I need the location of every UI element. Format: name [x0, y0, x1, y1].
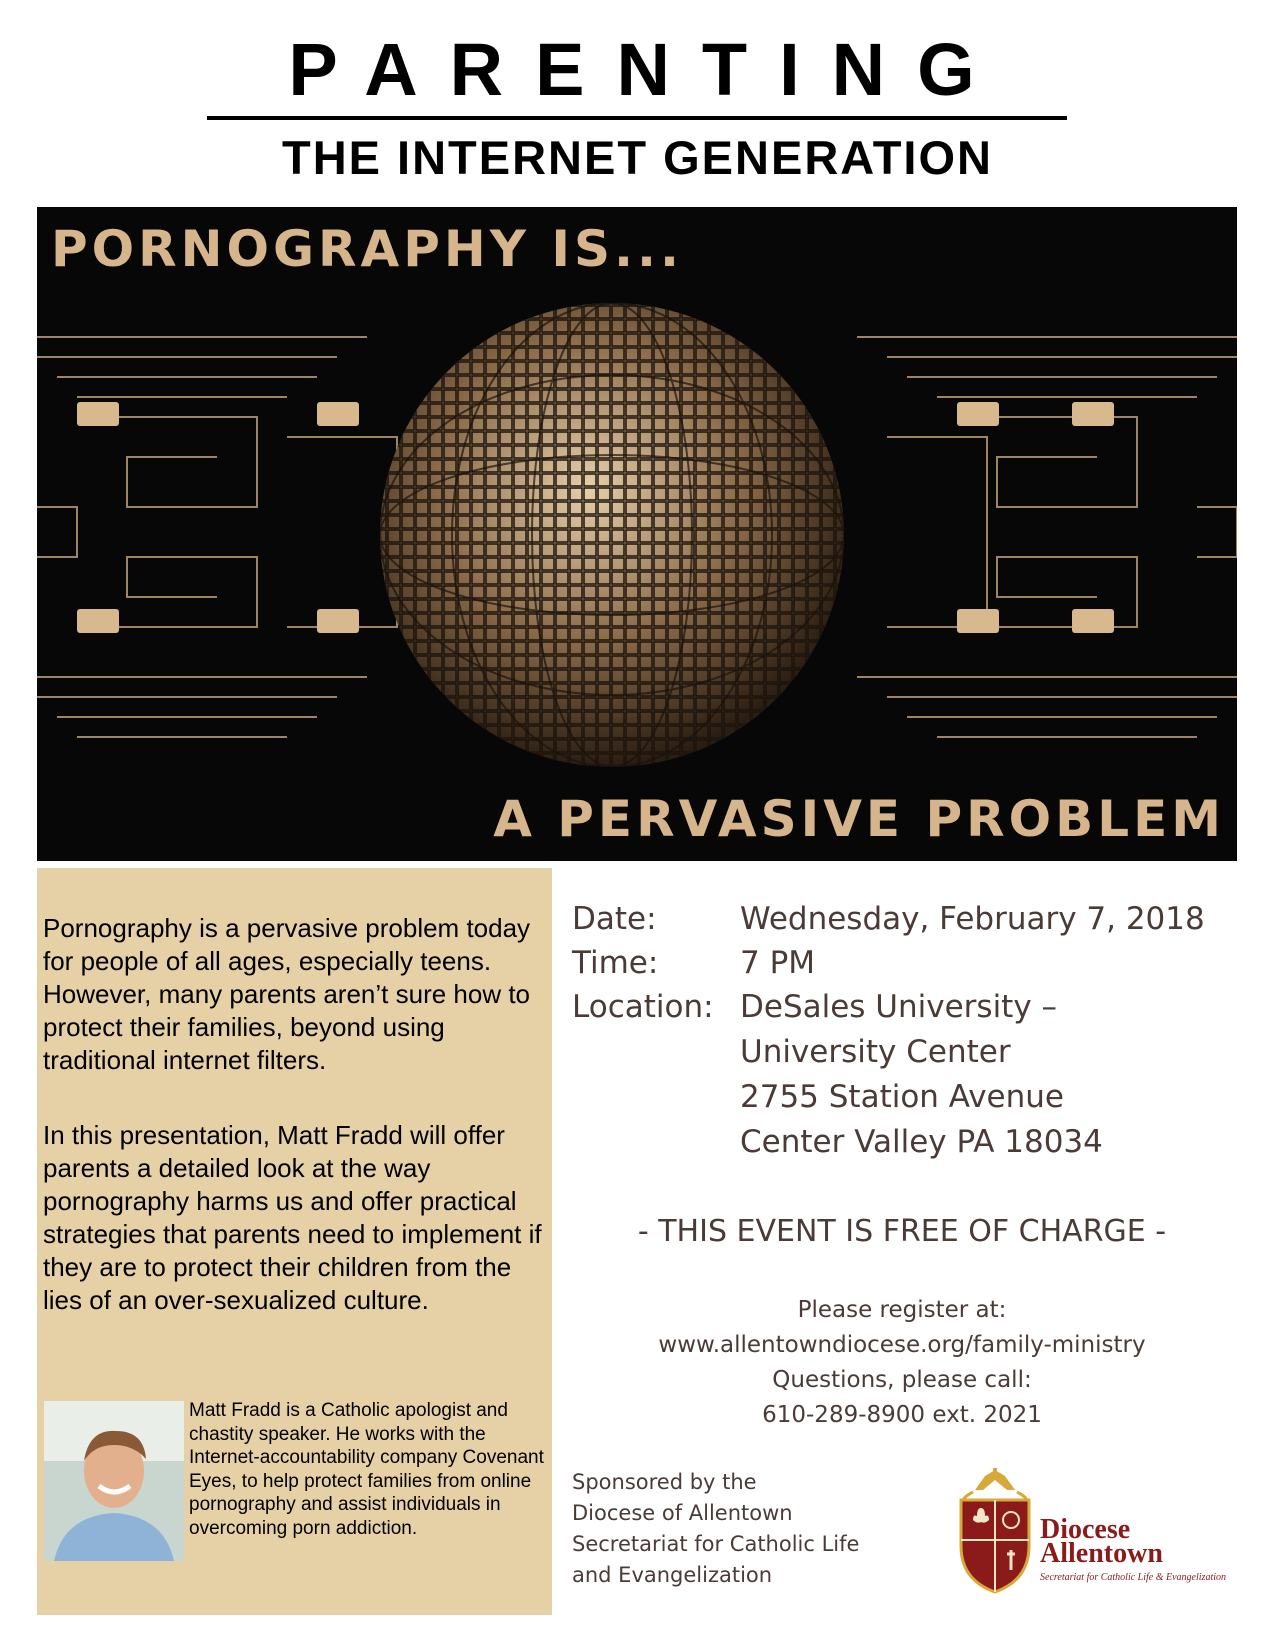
location-line-1: DeSales University – [740, 989, 1058, 1025]
free-event-notice: - THIS EVENT IS FREE OF CHARGE - [637, 1214, 1167, 1249]
page-title: PARENTING [288, 28, 1007, 111]
logo-name-line-1: Diocese [1040, 1514, 1131, 1545]
sponsor-block [572, 1467, 859, 1591]
title-divider [207, 116, 1067, 120]
location-line-3: 2755 Station Avenue [740, 1079, 1064, 1115]
logo-tagline: Secretariat for Catholic Life & Evangelization [1040, 1572, 1227, 1583]
location-line-4: Center Valley PA 18034 [740, 1124, 1103, 1160]
hero-tagline: A PERVASIVE PROBLEM [493, 790, 1225, 848]
time-label: Time: [572, 945, 659, 981]
registration-info [572, 1293, 1232, 1433]
location-line-2: University Center [740, 1034, 1011, 1070]
time-value: 7 PM [740, 945, 816, 981]
questions-prompt: Questions, please call: [772, 1367, 1032, 1393]
hero-banner [37, 207, 1237, 861]
phone-number: 610-289-8900 ext. 2021 [762, 1402, 1042, 1428]
location-label: Location: [572, 989, 714, 1025]
hero-headline: PORNOGRAPHY IS... [51, 220, 683, 278]
presentation-paragraph: In this presentation, Matt Fradd will offer parents a detailed look at the way pornography harms us and offer practical strategies that parents need to implement if they are to protect their children from the lies of an over-sexualized culture. [43, 1120, 542, 1315]
circuit-sphere-illustration [37, 207, 1237, 861]
register-prompt: Please register at: [797, 1297, 1007, 1323]
logo-name-line-2: Allentown [1040, 1538, 1163, 1569]
speaker-bio: Matt Fradd is a Catholic apologist and chastity speaker. He works with the Internet-accountability company Covenant Eyes, to help protect families from online pornography and assist individuals in overcoming porn addiction. [189, 1400, 544, 1539]
sponsor-line-3: Secretariat for Catholic Life [572, 1532, 860, 1556]
description-panel [37, 868, 552, 1615]
date-value: Wednesday, February 7, 2018 [740, 901, 1205, 937]
register-url-link[interactable]: www.allentowndiocese.org/family-ministry [658, 1332, 1146, 1358]
intro-paragraph: Pornography is a pervasive problem today for people of all ages, especially teens. However, many parents aren’t sure how to protect their families, beyond using traditional internet filters. [43, 913, 531, 1075]
date-label: Date: [572, 901, 657, 937]
crest-icon [955, 1468, 1035, 1598]
speaker-photo [44, 1401, 184, 1561]
sponsor-line-2: Diocese of Allentown [572, 1501, 793, 1525]
sponsor-line-1: Sponsored by the [572, 1470, 757, 1494]
page-subtitle: THE INTERNET GENERATION [282, 131, 993, 184]
sponsor-line-4: and Evangelization [572, 1563, 773, 1587]
diocese-logo [955, 1468, 1235, 1598]
